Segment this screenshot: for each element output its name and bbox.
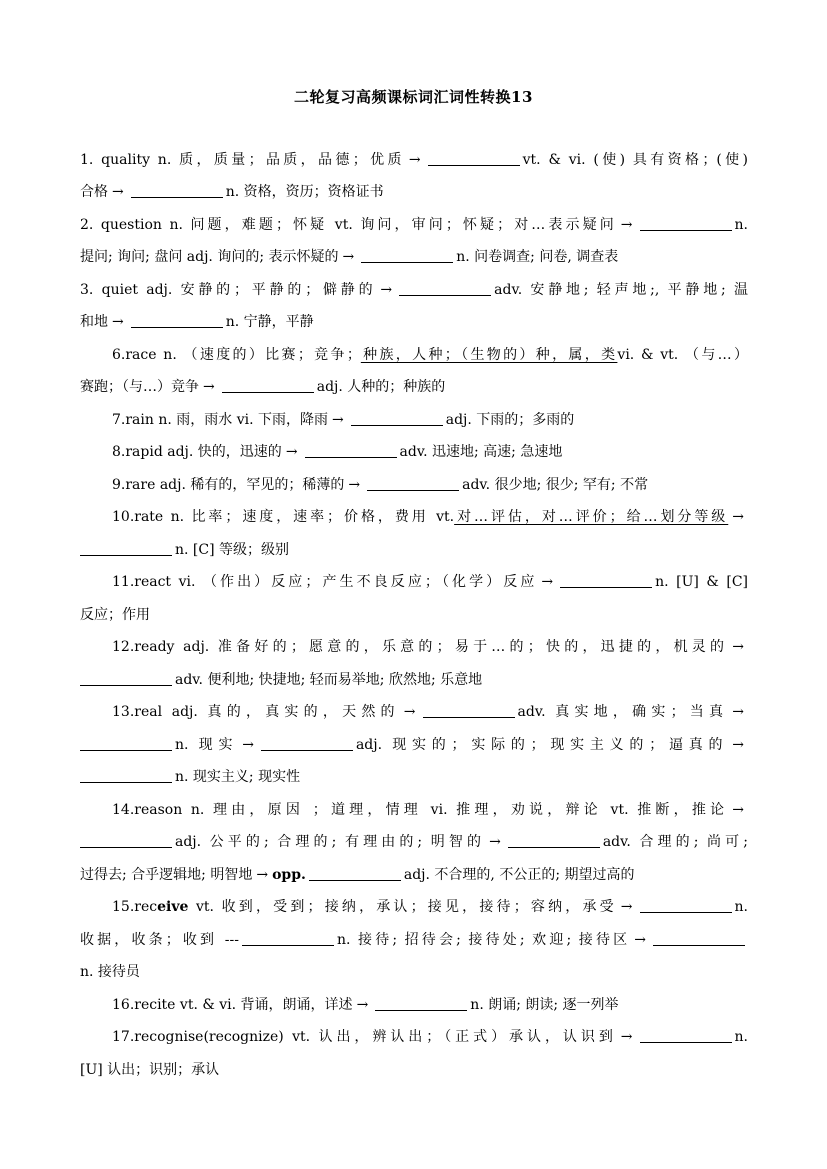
arrow-icon: → [620, 899, 633, 915]
arrow-icon: → [332, 412, 344, 428]
entry-receive-line2: 收据，收条；收到 --- n. 接待; 招待会; 接待处; 欢迎; 接待区 → [80, 930, 748, 950]
entry-quality-line1: 1. quality n. 质，质量；品质，品德；优质 → vt. & vi. (使) 具有资格；(使) [80, 152, 748, 168]
entry-reason-line3: 过得去; 合乎逻辑地; 明智地 → opp. adj. 不合理的, 不公正的; 期望过高的 [80, 867, 635, 883]
answer-blank[interactable] [423, 702, 515, 718]
entry-receive-line1: 15.receive vt. 收到，受到；接纳，承认；接见，接待；容纳，承受 → n. [112, 899, 748, 915]
arrow-icon: → [408, 152, 421, 168]
entry-quiet-line1: 3. quiet adj. 安静的；平静的；僻静的 → adv. 安静地; 轻声地;, 平静地; 温 [80, 282, 748, 298]
arrow-icon: → [112, 184, 124, 200]
entry-reason-line2: adj. 公平的; 合理的; 有理由的; 明智的 → adv. 合理的; 尚可; [80, 832, 748, 852]
answer-blank[interactable] [428, 150, 520, 166]
entry-quiet-line2: 和地 → n. 宁静，平静 [80, 314, 314, 330]
answer-blank[interactable] [640, 215, 732, 231]
answer-blank[interactable] [80, 540, 172, 556]
entry-receive-line3: n. 接待员 [80, 964, 140, 980]
arrow-icon: → [348, 477, 361, 493]
answer-blank[interactable] [361, 247, 453, 263]
arrow-icon: → [634, 932, 646, 948]
entry-question-line1: 2. question n. 问题，难题；怀疑 vt. 询问，审问；怀疑；对…表示疑问 → n. [80, 217, 748, 233]
entry-recognise-line1: 17.recognise(recognize) vt. 认出，辨认出；（正式）承认，认识到 → n. [112, 1029, 748, 1045]
arrow-icon: → [489, 834, 501, 850]
entry-recognise-line2: [U] 认出；识别；承认 [80, 1062, 220, 1078]
entry-real-line2: n. 现实 → adj. 现实的；实际的；现实主义的；逼真的 → [80, 735, 748, 755]
entry-quality-line2: 合格 → n. 资格，资历；资格证书 [80, 184, 384, 200]
arrow-icon: → [732, 704, 744, 720]
answer-blank[interactable] [309, 865, 401, 881]
arrow-icon: → [620, 217, 633, 233]
answer-blank[interactable] [80, 670, 172, 686]
opposite-label: opp. [272, 867, 306, 883]
entry-race-line1: 6.race n. （速度的）比赛；竞争；种族，人种；（生物的）种，属，类vi. & vt. （与…） [112, 347, 749, 363]
entry-reason-line1: 14.reason n. 理由，原因 ；道理，情理 vi. 推理，劝说，辩论 vt. 推断，推论 → [112, 802, 744, 818]
entry-real-line3: n. 现实主义; 现实性 [80, 767, 748, 787]
entry-rate-line1: 10.rate n. 比率；速度，速率；价格，费用 vt.对…评估，对…评价；给…划分等级 → [112, 509, 744, 525]
arrow-icon: → [285, 444, 298, 460]
arrow-icon: → [256, 867, 269, 883]
answer-blank[interactable] [508, 832, 600, 848]
arrow-icon: → [356, 997, 369, 1013]
answer-blank[interactable] [560, 572, 652, 588]
arrow-icon: → [732, 802, 744, 818]
arrow-icon: → [112, 314, 124, 330]
entry-rapid: 8.rapid adj. 快的，迅速的 → adv. 迅速地; 高速; 急速地 [112, 444, 563, 460]
answer-blank[interactable] [375, 995, 467, 1011]
answer-blank[interactable] [261, 735, 353, 751]
entry-race-line2: 赛跑；（与…）竞争 → adj. 人种的；种族的 [80, 379, 446, 395]
arrow-icon: → [732, 737, 744, 753]
answer-blank[interactable] [640, 1027, 732, 1043]
entry-rate-line2: n. [C] 等级；级别 [80, 540, 748, 560]
answer-blank[interactable] [222, 377, 314, 393]
page-title: 二轮复习高频课标词汇词性转换13 [294, 88, 533, 106]
entry-react-line1: 11.react vi. （作出）反应；产生不良反应；（化学）反应 → n. [U] & [C] [112, 574, 748, 590]
arrow-icon: → [732, 639, 744, 655]
entry-real-line1: 13.real adj. 真的，真实的，天然的 → adv. 真实地，确实；当真 → [112, 704, 744, 720]
answer-blank[interactable] [80, 767, 172, 783]
arrow-icon: → [342, 249, 355, 265]
arrow-icon: → [380, 282, 393, 298]
arrow-icon: → [403, 704, 416, 720]
entry-ready-line1: 12.ready adj. 准备好的；愿意的，乐意的；易于…的；快的，迅捷的，机灵的 → [112, 639, 744, 655]
entry-ready-line2: adv. 便利地; 快捷地; 轻而易举地; 欣然地; 乐意地 [80, 670, 748, 690]
answer-blank[interactable] [131, 182, 223, 198]
answer-blank[interactable] [399, 280, 491, 296]
answer-blank[interactable] [80, 832, 172, 848]
arrow-icon: → [541, 574, 554, 590]
answer-blank[interactable] [367, 475, 459, 491]
answer-blank[interactable] [131, 312, 223, 328]
arrow-icon: → [732, 509, 744, 525]
arrow-icon: → [242, 737, 254, 753]
arrow-icon: → [203, 379, 215, 395]
answer-blank[interactable] [640, 897, 732, 913]
answer-blank[interactable] [351, 410, 443, 426]
entry-recite: 16.recite vt. & vi. 背诵，朗诵，详述 → n. 朗诵; 朗读; 逐一列举 [112, 997, 619, 1013]
answer-blank[interactable] [653, 930, 745, 946]
arrow-icon: → [620, 1029, 633, 1045]
answer-blank[interactable] [80, 735, 172, 751]
answer-blank[interactable] [242, 930, 334, 946]
entry-rain: 7.rain n. 雨，雨水 vi. 下雨，降雨 → adj. 下雨的；多雨的 [112, 412, 575, 428]
entry-react-line2: 反应；作用 [80, 607, 150, 623]
answer-blank[interactable] [305, 442, 397, 458]
entry-rare: 9.rare adj. 稀有的，罕见的；稀薄的 → adv. 很少地; 很少; 罕有; 不常 [112, 477, 649, 493]
entry-question-line2: 提问; 询问; 盘问 adj. 询问的; 表示怀疑的 → n. 问卷调查; 问卷, 调查表 [80, 249, 619, 265]
